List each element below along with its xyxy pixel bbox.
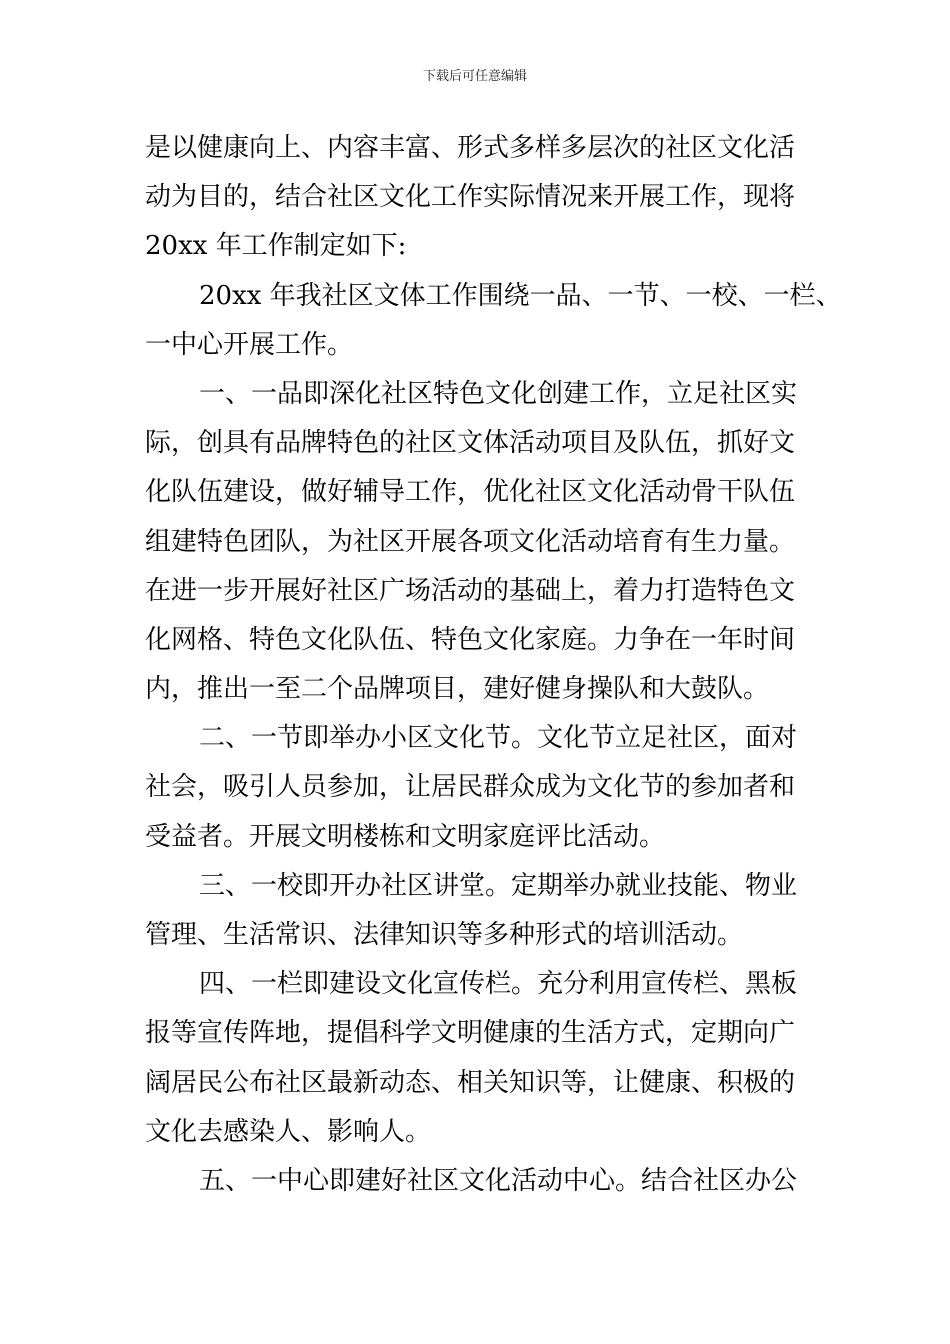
text-line: 组建特色团队，为社区开展各项文化活动培育有生力量。	[145, 526, 796, 557]
text-line: 社会，吸引人员参加，让居民群众成为文化节的参加者和	[145, 772, 796, 803]
page-header: 下载后可任意编辑	[422, 69, 527, 84]
text-line: 四、一栏即建设文化宣传栏。充分利用宣传栏、黑板	[199, 969, 798, 1000]
text-line: 报等宣传阵地，提倡科学文明健康的生活方式，定期向广	[145, 1018, 796, 1049]
text-line: 管理、生活常识、法律知识等多种形式的培训活动。	[145, 920, 744, 950]
text-line: 在进一步开展好社区广场活动的基础上，着力打造特色文	[145, 575, 796, 606]
text-line: 化网格、特色文化队伍、特色文化家庭。力争在一年时间	[145, 624, 796, 655]
text-line: 20xx 年工作制定如下:	[145, 231, 407, 262]
text-line: 阔居民公布社区最新动态、相关知识等，让健康、积极的	[145, 1067, 796, 1098]
text-line: 际，创具有品牌特色的社区文体活动项目及队伍，抓好文	[145, 428, 796, 459]
text-line: 文化去感染人、影响人。	[145, 1116, 432, 1147]
text-line: 动为目的，结合社区文化工作实际情况来开展工作，现将	[145, 182, 796, 213]
text-line: 是以健康向上、内容丰富、形式多样多层次的社区文化活	[145, 133, 796, 163]
text-line: 受益者。开展文明楼栋和文明家庭评比活动。	[145, 821, 666, 852]
text-line: 二、一节即举办小区文化节。文化节立足社区，面对	[199, 723, 798, 754]
text-line: 内，推出一至二个品牌项目，建好健身操队和大鼓队。	[145, 674, 770, 705]
text-line: 化队伍建设，做好辅导工作，优化社区文化活动骨干队伍	[145, 477, 796, 508]
text-line: 三、一校即开办社区讲堂。定期举办就业技能、物业	[199, 870, 798, 901]
text-line: 五、一中心即建好社区文化活动中心。结合社区办公	[199, 1165, 798, 1196]
text-line: 20xx 年我社区文体工作围绕一品、一节、一校、一栏、	[199, 280, 842, 311]
text-line: 一中心开展工作。	[145, 329, 354, 360]
document-body	[145, 124, 842, 1206]
text-line: 一、一品即深化社区特色文化创建工作，立足社区实	[199, 378, 798, 409]
